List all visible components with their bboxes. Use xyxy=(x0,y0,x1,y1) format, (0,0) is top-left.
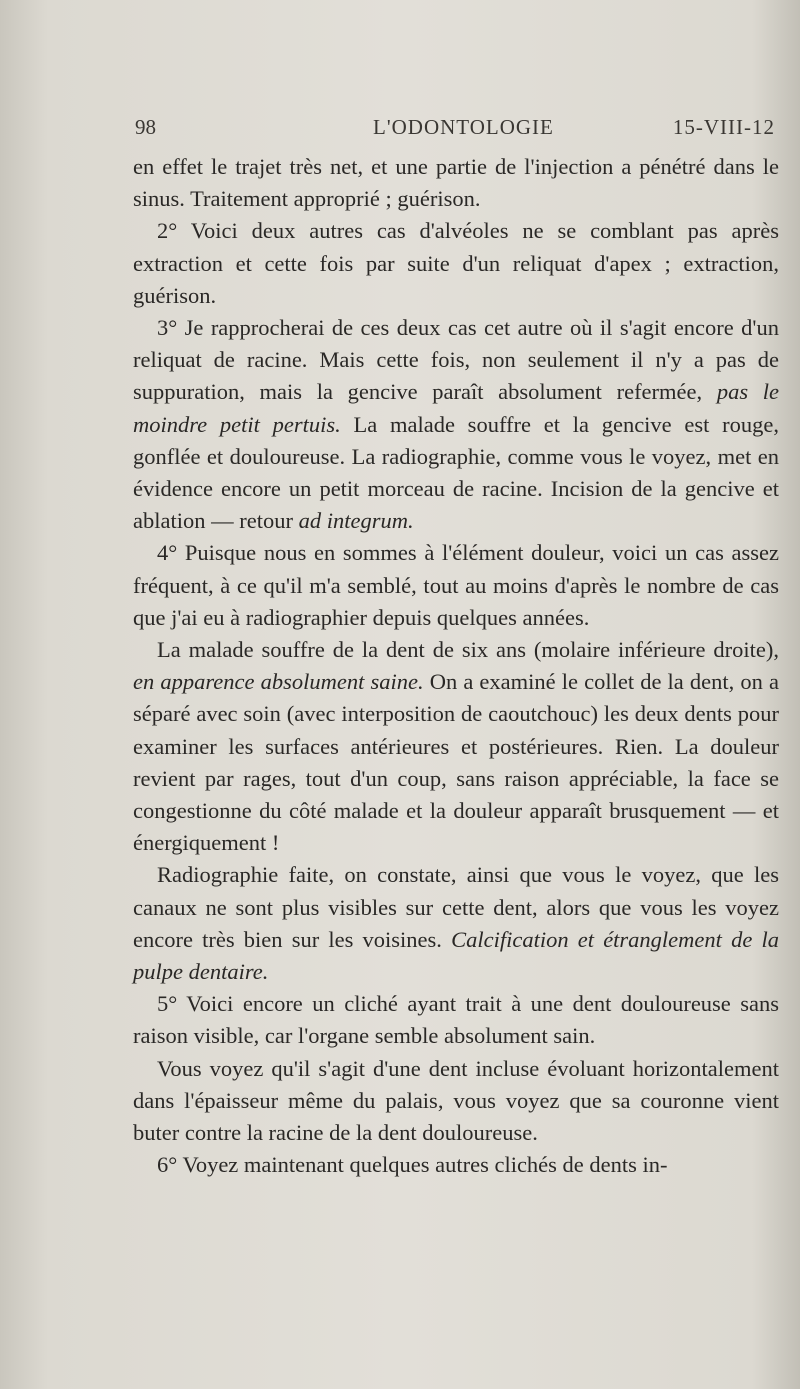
running-header xyxy=(135,115,785,145)
italic-phrase: Calcification et étranglement de la pulpe dentaire. xyxy=(133,926,779,985)
page-number: 98 xyxy=(135,115,156,139)
journal-title: L'ODONTOLOGIE xyxy=(373,115,554,139)
italic-phrase: en apparence absolument saine. xyxy=(133,669,424,695)
article-body xyxy=(133,151,779,1182)
paragraph: Radiographie faite, on constate, ainsi que vous le voyez, que les canaux ne sont plus visibles sur cette dent, alors que vous les voyez encore très bien sur les voisines. Calcification et étranglement de la pulpe dentaire. xyxy=(133,862,779,985)
paragraph: 5° Voici encore un cliché ayant trait à une dent douloureuse sans raison visible, car l'organe semble absolument sain. xyxy=(133,991,779,1049)
paragraph: 2° Voici deux autres cas d'alvéoles ne se comblant pas après extraction et cette fois par suite d'un reliquat d'apex ; extraction, guérison. xyxy=(133,218,779,308)
paragraph: Vous voyez qu'il s'agit d'une dent incluse évoluant horizontalement dans l'épaisseur même du palais, vous voyez que sa couronne vient buter contre la racine de la dent douloureuse. xyxy=(133,1055,779,1146)
paragraph: en effet le trajet très net, et une partie de l'injection a pénétré dans le sinus. Traitement approprié ; guérison. xyxy=(133,154,779,212)
paragraph: 4° Puisque nous en sommes à l'élément douleur, voici un cas assez fréquent, à ce qu'il m'a semblé, tout au moins d'après le nombre de cas que j'ai eu à radiographier depuis quelques années. xyxy=(133,540,779,630)
paragraph: 6° Voyez maintenant quelques autres clichés de dents in- xyxy=(157,1152,668,1178)
italic-phrase: pas le moindre petit pertuis. xyxy=(133,379,780,437)
issue-date: 15-VIII-12 xyxy=(672,115,775,139)
italic-phrase: ad integrum. xyxy=(298,508,414,534)
paragraph: La malade souffre de la dent de six ans (molaire inférieure droite), en apparence absolument saine. On a examiné le collet de la dent, on a séparé avec soin (avec interposition de caoutchouc) les deux dents pour examiner les surfaces antérieures et postérieures. Rien. La douleur revient par rages, tout d'un coup, sans raison appréciable, la face se congestionne du côté malade et la douleur apparaît brusquement — et énergiquement ! xyxy=(133,637,779,856)
paragraph: 3° Je rapprocherai de ces deux cas cet autre où il s'agit encore d'un reliquat de racine. Mais cette fois, non seulement il n'y a pas de suppuration, mais la gencive paraît absolument refermée, pas le moindre petit pertuis. La malade souffre et la gencive est rouge, gonflée et douloureuse. La radiographie, comme vous le voyez, met en évidence encore un petit morceau de racine. Incision de la gencive et ablation — retour ad integrum. xyxy=(133,315,780,534)
